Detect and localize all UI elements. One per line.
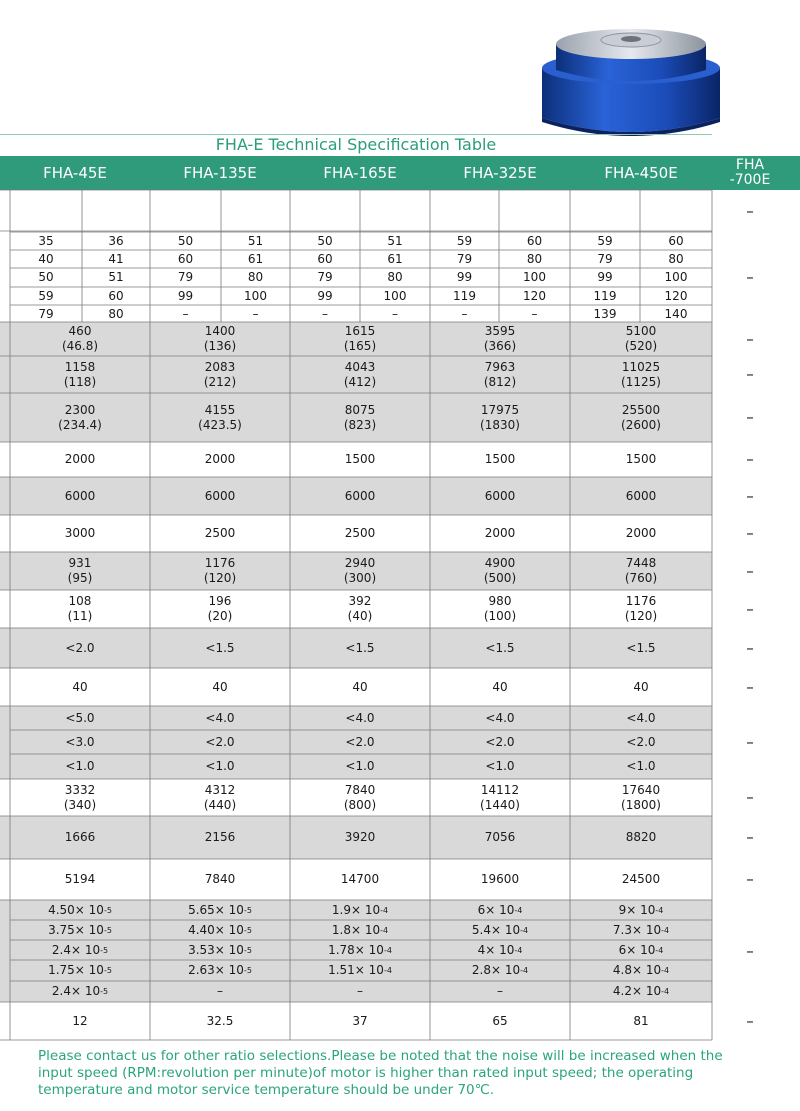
model-header: FHA-45E: [43, 164, 107, 182]
inertia-exponent: -4: [655, 945, 664, 955]
spec-value: 25500 (2600): [621, 402, 661, 432]
spec-value: 1400 (136): [203, 324, 237, 353]
spec-value: 6000: [484, 488, 516, 503]
inertia-mantissa: 2.4× 10: [51, 942, 101, 957]
inertia-exponent: -5: [243, 945, 252, 955]
inertia-value: [10, 940, 150, 960]
runout-value: –: [531, 306, 538, 321]
case-run-label: [360, 191, 430, 231]
runout-value: 61: [247, 251, 264, 266]
inertia-value: [430, 900, 570, 920]
runout-value: 59: [597, 233, 613, 248]
backlash-value: <2.0: [485, 734, 515, 749]
spec-value: 14700: [340, 872, 380, 886]
inertia-exponent: -4: [380, 905, 389, 915]
spec-value: 19600: [480, 872, 520, 886]
inertia-value: [570, 920, 712, 940]
spec-value: 7840 (800): [343, 782, 377, 812]
runout-value: 60: [108, 288, 124, 303]
model-header: FHA-165E: [323, 164, 397, 182]
runout-value: 60: [526, 233, 543, 248]
spec-value: 4155 (423.5): [198, 402, 242, 432]
inertia-mantissa: 1.51× 10: [328, 962, 384, 977]
inertia-value: [10, 920, 150, 940]
runout-value: 50: [317, 233, 333, 248]
runout-value: 99: [177, 288, 194, 303]
runout-value: –: [182, 306, 189, 321]
spec-value: 7840: [204, 872, 236, 886]
inertia-mantissa: 1.75× 10: [48, 962, 104, 977]
runout-value: 80: [247, 269, 264, 284]
inertia-mantissa: 7.3× 10: [612, 922, 662, 937]
backlash-value: <2.0: [205, 734, 235, 749]
backlash-value: <1.0: [485, 758, 515, 773]
runout-value: 79: [317, 269, 333, 284]
inertia-value: [150, 900, 290, 920]
inertia-mantissa: 6× 10: [477, 902, 515, 917]
spec-value: 8820: [625, 830, 657, 844]
spec-value: 6000: [344, 488, 376, 503]
inertia-exponent: -5: [103, 965, 112, 975]
inertia-mantissa: 4× 10: [477, 942, 515, 957]
inertia-mantissa: 1.8× 10: [331, 922, 381, 937]
inertia-exponent: -4: [655, 905, 664, 915]
inertia-value: [290, 940, 430, 960]
shaft-run-label: [150, 191, 221, 231]
inertia-exponent: -4: [661, 965, 670, 975]
spec-value: 392 (40): [347, 594, 373, 623]
inertia-exponent: -5: [100, 986, 109, 996]
inertia-mantissa: 2.63× 10: [188, 962, 244, 977]
spec-value: 4312 (440): [203, 782, 237, 812]
inertia-exponent: -4: [514, 945, 523, 955]
spec-value: 8075 (823): [343, 402, 377, 432]
spec-value: 2500: [204, 526, 236, 540]
inertia-mantissa: 9× 10: [618, 902, 656, 917]
runout-value: 80: [387, 269, 403, 284]
dash-cell: –: [746, 201, 754, 220]
runout-value: 60: [177, 251, 194, 266]
spec-value: 2000: [204, 452, 236, 466]
inertia-value: [10, 981, 150, 1001]
model-header-row: [0, 156, 800, 190]
inertia-exponent: -4: [383, 965, 392, 975]
spec-value: 40: [492, 679, 508, 694]
spec-value: 2083 (212): [203, 359, 237, 389]
spec-value: 5100 (520): [624, 324, 658, 353]
spec-value: 196 (20): [207, 594, 233, 623]
runout-value: 50: [177, 233, 194, 248]
spec-value: 1615 (165): [343, 324, 377, 353]
inertia-mantissa: 2.4× 10: [51, 983, 101, 998]
runout-value: 79: [38, 306, 54, 321]
spec-value: 14112 (1440): [480, 782, 520, 812]
weight-value: 12: [72, 1013, 88, 1028]
inertia-mantissa: 4.50× 10: [48, 902, 104, 917]
runout-value: 59: [456, 233, 473, 248]
runout-value: 99: [597, 269, 613, 284]
dash-cell: –: [746, 941, 754, 960]
dash-cell: –: [746, 638, 754, 657]
shaft-run-label: [290, 191, 360, 231]
inertia-mantissa: –: [357, 983, 363, 998]
dash-cell: –: [746, 268, 754, 286]
spec-value: 2940 (300): [343, 556, 377, 585]
inertia-value: [570, 940, 712, 960]
inertia-value: [570, 981, 712, 1001]
runout-value: 119: [593, 288, 617, 303]
spec-value: 7448 (760): [624, 556, 658, 585]
weight-value: 81: [633, 1013, 649, 1028]
dash-cell: –: [746, 677, 754, 696]
case-run-label: [640, 191, 712, 231]
footnote: Please contact us for other ratio selections.Please be noted that the noise will be increased when the input speed (RPM:revolution per minute)of motor is higher than rated input speed; the operating temperature and motor service temperature should be under 70℃.: [38, 1048, 723, 1098]
inertia-value: [570, 900, 712, 920]
inertia-value: [430, 920, 570, 940]
spec-value: 6000: [64, 488, 96, 503]
inertia-exponent: -4: [661, 925, 670, 935]
spec-value: 4043 (412): [343, 359, 377, 389]
model-header: FHA-325E: [463, 164, 537, 182]
weight-value: 37: [352, 1013, 368, 1028]
spec-value: 6000: [625, 488, 657, 503]
runout-value: 60: [668, 233, 684, 248]
inertia-exponent: -4: [514, 905, 523, 915]
spec-value: 980 (100): [483, 594, 517, 623]
backlash-value: <1.0: [345, 758, 375, 773]
model-header: FHA -700E: [729, 157, 771, 188]
inertia-mantissa: 1.78× 10: [328, 942, 384, 957]
runout-value: 50: [38, 269, 54, 284]
runout-value: 80: [526, 251, 543, 266]
spec-value: 17640 (1800): [621, 782, 661, 812]
inertia-mantissa: 4.2× 10: [612, 983, 662, 998]
inertia-exponent: -5: [243, 925, 252, 935]
runout-value: 35: [38, 233, 54, 248]
backlash-value: <2.0: [626, 734, 656, 749]
inertia-exponent: -5: [103, 905, 112, 915]
spec-value: <1.5: [626, 640, 656, 655]
dash-cell: –: [746, 365, 754, 383]
backlash-value: <3.0: [65, 734, 95, 749]
case-run-label: [499, 191, 570, 231]
product-photo: [536, 8, 726, 140]
runout-value: 120: [664, 288, 688, 303]
spec-value: <1.5: [205, 640, 235, 655]
spec-value: 2000: [625, 526, 657, 540]
dash-cell: –: [746, 733, 754, 751]
inertia-exponent: -4: [520, 965, 529, 975]
runout-value: 100: [383, 288, 407, 303]
inertia-exponent: -5: [100, 945, 109, 955]
model-header: FHA-450E: [604, 164, 678, 182]
spec-value: <1.5: [485, 640, 515, 655]
runout-value: 40: [38, 251, 54, 266]
spec-value: <1.5: [345, 640, 375, 655]
backlash-value: <4.0: [626, 710, 656, 725]
runout-value: 100: [664, 269, 688, 284]
inertia-exponent: -4: [520, 925, 529, 935]
spec-value: 4900 (500): [483, 556, 517, 585]
inertia-value: [150, 940, 290, 960]
inertia-mantissa: 3.75× 10: [48, 922, 104, 937]
runout-value: 100: [523, 269, 546, 284]
inertia-value: [430, 940, 570, 960]
weight-value: 65: [492, 1013, 508, 1028]
runout-value: 119: [453, 288, 476, 303]
dash-cell: –: [746, 1011, 754, 1030]
dash-cell: –: [746, 788, 754, 806]
dash-cell: –: [746, 450, 754, 468]
runout-value: 140: [664, 306, 688, 321]
dash-cell: –: [746, 524, 754, 542]
spec-value: 6000: [204, 488, 236, 503]
runout-value: 41: [108, 251, 124, 266]
spec-value: 40: [352, 679, 368, 694]
spec-value: 1158 (118): [63, 359, 97, 389]
spec-value: 3000: [64, 526, 96, 540]
inertia-mantissa: 5.65× 10: [188, 902, 244, 917]
runout-value: 60: [317, 251, 333, 266]
inertia-exponent: -5: [243, 905, 252, 915]
runout-value: 139: [593, 306, 617, 321]
backlash-value: <5.0: [65, 710, 95, 725]
inertia-value: [290, 981, 430, 1001]
inertia-value: [570, 960, 712, 980]
runout-value: 51: [247, 233, 264, 248]
inertia-value: [290, 920, 430, 940]
runout-value: 99: [456, 269, 473, 284]
runout-value: 80: [668, 251, 684, 266]
inertia-value: [290, 960, 430, 980]
backlash-value: <1.0: [626, 758, 656, 773]
inertia-mantissa: 4.40× 10: [188, 922, 244, 937]
dash-cell: –: [746, 486, 754, 505]
runout-value: –: [461, 306, 468, 321]
spec-value: 40: [212, 679, 228, 694]
inertia-mantissa: 4.8× 10: [612, 962, 662, 977]
inertia-mantissa: 2.8× 10: [471, 962, 521, 977]
case-run-label: [221, 191, 290, 231]
dash-cell: –: [746, 828, 754, 846]
spec-value: 40: [72, 679, 88, 694]
spec-value: 2156: [204, 830, 236, 844]
spec-value: 7963 (812): [483, 359, 517, 389]
spec-value: 17975 (1830): [480, 402, 520, 432]
dash-cell: –: [746, 408, 754, 426]
model-header: FHA-135E: [183, 164, 257, 182]
backlash-value: <4.0: [345, 710, 375, 725]
runout-value: –: [322, 306, 328, 321]
runout-value: –: [392, 306, 398, 321]
dash-cell: –: [746, 599, 754, 618]
backlash-value: <1.0: [205, 758, 235, 773]
weight-value: 32.5: [206, 1013, 234, 1028]
inertia-value: [150, 920, 290, 940]
inertia-exponent: -5: [103, 925, 112, 935]
inertia-value: [150, 960, 290, 980]
spec-value: 1666: [64, 830, 96, 844]
spec-value: 2500: [344, 526, 376, 540]
runout-value: 100: [244, 288, 267, 303]
inertia-mantissa: 6× 10: [618, 942, 656, 957]
spec-value: 1176 (120): [624, 594, 658, 623]
spec-value: <2.0: [65, 640, 95, 655]
backlash-value: <2.0: [345, 734, 375, 749]
runout-value: 79: [177, 269, 194, 284]
dash-cell: –: [746, 870, 754, 888]
backlash-value: <1.0: [65, 758, 95, 773]
runout-value: 79: [456, 251, 473, 266]
shaft-run-label: [10, 191, 82, 231]
inertia-exponent: -4: [380, 925, 389, 935]
runout-value: 120: [523, 288, 546, 303]
spec-value: 108 (11): [67, 594, 93, 623]
spec-value: 3920: [344, 830, 376, 844]
runout-value: 79: [597, 251, 613, 266]
backlash-value: <4.0: [485, 710, 515, 725]
case-run-label: [82, 191, 150, 231]
inertia-value: [10, 960, 150, 980]
spec-value: 1500: [484, 452, 516, 466]
inertia-mantissa: 5.4× 10: [471, 922, 521, 937]
shaft-run-label: [570, 191, 640, 231]
spec-value: 5194: [64, 872, 96, 886]
spec-value: 3332 (340): [63, 782, 97, 812]
dash-cell: –: [746, 329, 754, 348]
inertia-exponent: -4: [661, 986, 670, 996]
inertia-mantissa: –: [217, 983, 223, 998]
inertia-value: [10, 900, 150, 920]
table-title: FHA-E Technical Specification Table: [0, 134, 712, 156]
runout-value: 59: [38, 288, 54, 303]
inertia-mantissa: 3.53× 10: [188, 942, 244, 957]
spec-value: 2000: [64, 452, 96, 466]
inertia-value: [290, 900, 430, 920]
runout-value: 99: [317, 288, 333, 303]
runout-value: 36: [108, 233, 124, 248]
spec-value: 460 (46.8): [61, 324, 99, 353]
inertia-value: [430, 960, 570, 980]
shaft-run-label: [430, 191, 499, 231]
runout-value: 80: [108, 306, 124, 321]
spec-value: 1500: [344, 452, 376, 466]
spec-value: 3595 (366): [483, 324, 517, 353]
inertia-exponent: -4: [383, 945, 392, 955]
inertia-value: [430, 981, 570, 1001]
runout-value: 51: [108, 269, 124, 284]
backlash-value: <4.0: [205, 710, 235, 725]
runout-value: 51: [387, 233, 403, 248]
spec-value: 931 (95): [67, 556, 93, 585]
spec-value: 1500: [625, 452, 657, 466]
spec-value: 7056: [484, 830, 516, 844]
inertia-mantissa: –: [497, 983, 503, 998]
inertia-mantissa: 1.9× 10: [331, 902, 381, 917]
spec-value: 2300 (234.4): [58, 402, 102, 432]
spec-value: 1176 (120): [203, 556, 237, 585]
dash-cell: –: [746, 561, 754, 580]
spec-value: 11025 (1125): [621, 359, 661, 389]
spec-value: 40: [633, 679, 649, 694]
inertia-exponent: -5: [243, 965, 252, 975]
spec-value: 24500: [621, 872, 661, 886]
runout-value: 61: [387, 251, 403, 266]
spec-value: 2000: [484, 526, 516, 540]
runout-value: –: [252, 306, 259, 321]
inertia-value: [150, 981, 290, 1001]
